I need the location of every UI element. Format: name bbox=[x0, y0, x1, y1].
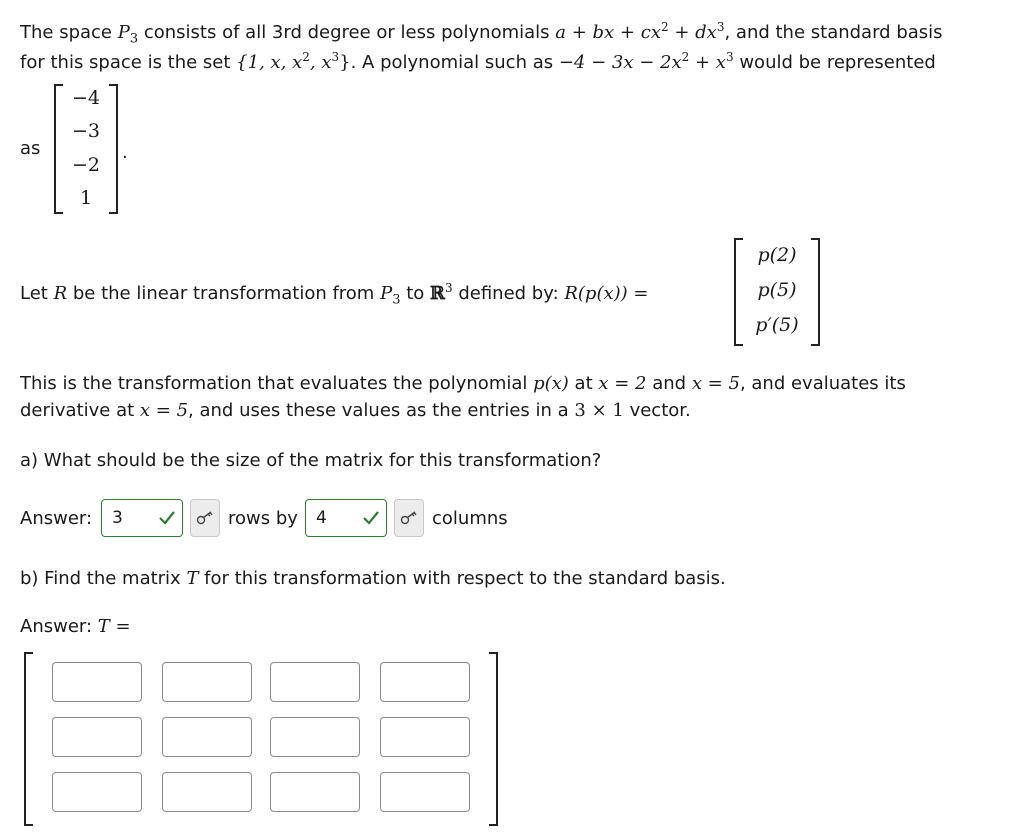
matrix-input[interactable] bbox=[381, 773, 469, 811]
columns-label: columns bbox=[432, 508, 508, 529]
vector-entry: p(2) bbox=[757, 244, 797, 266]
text: Let bbox=[20, 283, 54, 304]
math-poly: −4 − 3x − 2x bbox=[558, 52, 682, 73]
text: vector. bbox=[623, 400, 691, 421]
answer-matrix bbox=[24, 652, 498, 826]
math-basis-close: } bbox=[339, 52, 351, 73]
part-b-answer-label bbox=[20, 616, 131, 637]
text: , and evaluates its bbox=[739, 373, 906, 394]
key-button-rows[interactable] bbox=[190, 499, 220, 537]
matrix-input[interactable] bbox=[53, 773, 141, 811]
matrix-cell-3-4[interactable] bbox=[380, 772, 470, 812]
matrix-cell-3-2[interactable] bbox=[162, 772, 252, 812]
rows-answer-field[interactable] bbox=[101, 499, 183, 537]
math: x = 5 bbox=[139, 400, 189, 421]
math-poly: + x bbox=[689, 52, 726, 73]
matrix-cell-2-3[interactable] bbox=[270, 717, 360, 757]
math-T: T bbox=[186, 568, 199, 589]
text: b) Find the matrix bbox=[20, 568, 187, 589]
columns-answer-field[interactable] bbox=[305, 499, 387, 537]
matrix-cell-2-1[interactable] bbox=[52, 717, 142, 757]
example-vector bbox=[54, 84, 118, 214]
text: derivative at bbox=[20, 400, 140, 421]
explanation-line-1 bbox=[20, 373, 906, 394]
text: , and uses these values as the entries in a bbox=[188, 400, 575, 421]
matrix-input[interactable] bbox=[163, 718, 251, 756]
rows-by-label: rows by bbox=[228, 508, 298, 529]
check-icon bbox=[158, 509, 176, 527]
transformation-definition bbox=[20, 281, 648, 308]
math: p(x) bbox=[533, 373, 569, 394]
rows-input[interactable] bbox=[110, 507, 158, 529]
check-icon bbox=[362, 509, 380, 527]
vector-entry: p(5) bbox=[757, 279, 797, 301]
explanation-line-2 bbox=[20, 400, 691, 421]
text: , and the standard basis bbox=[724, 22, 943, 43]
text: This is the transformation that evaluates the polynomial bbox=[20, 373, 534, 394]
math-sup: 2 bbox=[660, 20, 669, 34]
math-sup: 3 bbox=[725, 50, 734, 64]
matrix-input[interactable] bbox=[163, 663, 251, 701]
vector-entry: p′(5) bbox=[755, 314, 799, 336]
math-sup: 3 bbox=[331, 50, 340, 64]
vector-entry: 1 bbox=[79, 187, 93, 209]
text: for this space is the set bbox=[20, 52, 237, 73]
matrix-input[interactable] bbox=[381, 663, 469, 701]
math: x = 2 bbox=[598, 373, 647, 394]
text: to bbox=[400, 283, 430, 304]
text: and bbox=[646, 373, 692, 394]
period: . bbox=[122, 142, 128, 163]
text: defined by: bbox=[452, 283, 565, 304]
text: Answer: bbox=[20, 616, 98, 637]
text: be the linear transformation from bbox=[67, 283, 381, 304]
math-sub: 3 bbox=[392, 292, 401, 308]
matrix-input[interactable] bbox=[53, 663, 141, 701]
text: . A polynomial such as bbox=[350, 52, 559, 73]
vector-entry: −2 bbox=[71, 154, 100, 176]
matrix-cell-1-4[interactable] bbox=[380, 662, 470, 702]
key-icon bbox=[400, 511, 418, 525]
matrix-cell-3-3[interactable] bbox=[270, 772, 360, 812]
key-button-columns[interactable] bbox=[394, 499, 424, 537]
math-reals: ℝ bbox=[430, 283, 445, 304]
columns-input[interactable] bbox=[314, 507, 362, 529]
vector-entry: −3 bbox=[71, 120, 100, 142]
matrix-cell-1-3[interactable] bbox=[270, 662, 360, 702]
math-T-equals: T = bbox=[97, 616, 131, 637]
matrix-cell-2-4[interactable] bbox=[380, 717, 470, 757]
text: consists of all 3rd degree or less polynomials bbox=[138, 22, 556, 43]
math-P: P bbox=[380, 283, 393, 304]
math-sup: 3 bbox=[716, 20, 725, 34]
transformation-vector bbox=[734, 238, 820, 346]
text: The space bbox=[20, 22, 118, 43]
math-sub: 3 bbox=[129, 31, 139, 47]
part-a-answer-label: Answer: bbox=[20, 508, 93, 529]
matrix-cell-3-1[interactable] bbox=[52, 772, 142, 812]
text: for this transformation with respect to the standard basis. bbox=[198, 568, 726, 589]
math: x = 5 bbox=[691, 373, 740, 394]
math-poly: + dx bbox=[668, 22, 717, 43]
math-poly: a + bx + cx bbox=[555, 22, 661, 43]
matrix-cell-1-2[interactable] bbox=[162, 662, 252, 702]
intro-line-2 bbox=[20, 50, 936, 73]
math: 3 × 1 bbox=[574, 400, 624, 421]
math-sup: 3 bbox=[444, 281, 453, 295]
vector-entry: −4 bbox=[71, 87, 100, 109]
matrix-input[interactable] bbox=[271, 773, 359, 811]
matrix-input[interactable] bbox=[163, 773, 251, 811]
matrix-input[interactable] bbox=[271, 718, 359, 756]
math-sup: 2 bbox=[302, 50, 310, 64]
math-P: P bbox=[117, 22, 130, 43]
intro-line-1 bbox=[20, 20, 943, 47]
math-R-of-p: R(p(x)) = bbox=[564, 283, 649, 304]
matrix-input[interactable] bbox=[53, 718, 141, 756]
math-basis: , x bbox=[309, 52, 332, 73]
matrix-input[interactable] bbox=[381, 718, 469, 756]
part-b-question bbox=[20, 568, 726, 589]
matrix-cell-2-2[interactable] bbox=[162, 717, 252, 757]
matrix-cell-1-1[interactable] bbox=[52, 662, 142, 702]
math-R: R bbox=[53, 283, 68, 304]
matrix-input[interactable] bbox=[271, 663, 359, 701]
part-a-question: a) What should be the size of the matrix for this transformation? bbox=[20, 450, 602, 471]
text: would be represented bbox=[733, 52, 936, 73]
as-label: as bbox=[20, 138, 41, 159]
key-icon bbox=[196, 511, 214, 525]
math-sup: 2 bbox=[681, 50, 690, 64]
text: at bbox=[568, 373, 599, 394]
math-basis: {1, x, x bbox=[236, 52, 303, 73]
